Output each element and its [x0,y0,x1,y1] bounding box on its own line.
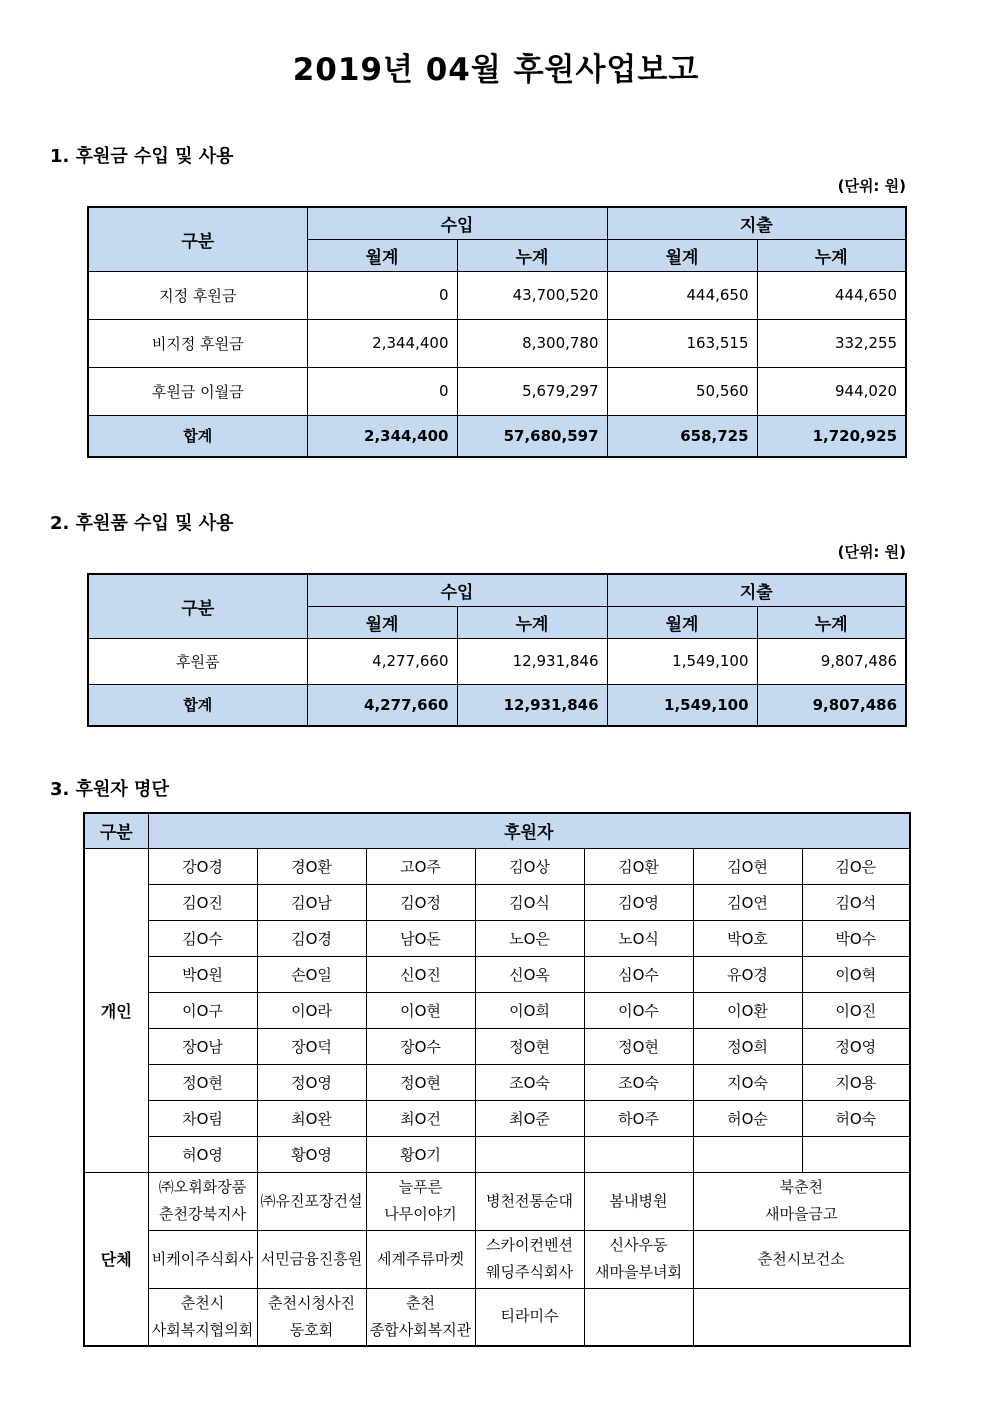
donor-name: 김O연 [693,884,802,920]
group-donor-line: 춘천 [406,1293,435,1312]
table-row [84,1136,910,1172]
group-donor-name [148,1288,257,1346]
donor-name: 김O상 [475,848,584,884]
total-expense-cumulative: 9,807,486 [757,684,906,726]
group-donor-name [584,1172,693,1230]
group-donor-line: 춘천강북지사 [159,1205,246,1223]
total-label: 합계 [88,684,307,726]
donor-name: 조O숙 [475,1064,584,1100]
group-donor-line: 스카이컨벤션 [486,1236,573,1254]
donor-name: 김O영 [584,884,693,920]
group-donor-name [148,1172,257,1230]
header-expense-monthly: 월계 [607,606,757,638]
header-income-monthly: 월계 [307,606,457,638]
group-donor-line: 새마을부녀회 [595,1263,682,1281]
donor-name: 정O현 [366,1064,475,1100]
header-income-monthly: 월계 [307,239,457,271]
income-cumulative: 8,300,780 [457,319,607,367]
donor-name: 정O영 [802,1028,910,1064]
group-donor-name [148,1230,257,1288]
group-donor-line: 춘천시 [180,1293,225,1312]
donor-name: 이O혁 [802,956,910,992]
donor-name: 김O식 [475,884,584,920]
table-row [84,1172,910,1230]
group-donor-line: ㈜오휘화장품 [158,1178,247,1196]
group-donor-line: 병천전통순대 [486,1191,573,1210]
donor-name: 최O준 [475,1100,584,1136]
donor-name: 장O덕 [257,1028,366,1064]
group-donor-name [584,1230,693,1288]
header-donor: 후원자 [148,813,910,848]
donor-name: 정O현 [475,1028,584,1064]
donor-name: 정O영 [257,1064,366,1100]
donor-name [584,1136,693,1172]
donor-name: 이O수 [584,992,693,1028]
group-donor-name [693,1172,910,1230]
donor-name: 허O숙 [802,1100,910,1136]
donation-goods-table [87,573,907,727]
donor-name: 김O진 [148,884,257,920]
header-income-cumulative: 누계 [457,606,607,638]
row-label: 비지정 후원금 [88,319,307,367]
donor-name: 심O수 [584,956,693,992]
donor-name: 박O수 [802,920,910,956]
total-income-cumulative: 12,931,846 [457,684,607,726]
donor-name: 김O현 [693,848,802,884]
group-donor-name [584,1288,693,1346]
donor-name: 하O주 [584,1100,693,1136]
group-donor-line: 세계주류마켓 [377,1249,464,1268]
donor-name: 김O수 [148,920,257,956]
total-row [88,684,906,726]
total-income-cumulative: 57,680,597 [457,415,607,457]
expense-cumulative: 9,807,486 [757,638,906,684]
header-income-cumulative: 누계 [457,239,607,271]
total-income-monthly: 4,277,660 [307,684,457,726]
donor-name: 허O순 [693,1100,802,1136]
table-row [84,848,910,884]
group-donor-line: 동호회 [289,1320,334,1339]
total-expense-monthly: 658,725 [607,415,757,457]
donation-money-table [87,206,907,458]
donor-name: 남O돈 [366,920,475,956]
donor-name: 고O주 [366,848,475,884]
row-label: 후원금 이월금 [88,367,307,415]
table-row [88,367,906,415]
group-donor-name [475,1288,584,1346]
table-row [88,271,906,319]
group-donor-line: 나무이야기 [384,1205,457,1223]
donor-list-table [83,812,911,1347]
donor-name: 유O경 [693,956,802,992]
donor-name: 정O현 [148,1064,257,1100]
total-row [88,415,906,457]
donor-name: 김O은 [802,848,910,884]
donor-name: 신O진 [366,956,475,992]
table-row [84,1288,910,1346]
group-donor-line: 신사우동 [609,1236,668,1254]
income-monthly: 0 [307,367,457,415]
donor-name: 노O식 [584,920,693,956]
donor-name: 이O라 [257,992,366,1028]
header-expense: 지출 [607,207,906,239]
header-category: 구분 [88,207,307,271]
section2-heading: 2. 후원품 수입 및 사용 [50,513,234,534]
group-donor-line: 웨딩주식회사 [486,1263,573,1281]
category-group: 단체 [84,1172,148,1346]
income-cumulative: 43,700,520 [457,271,607,319]
expense-cumulative: 332,255 [757,319,906,367]
table-row [84,1100,910,1136]
expense-cumulative: 444,650 [757,271,906,319]
group-donors [84,1172,910,1346]
donor-name: 장O남 [148,1028,257,1064]
donor-name: 최O건 [366,1100,475,1136]
group-donor-line: 비케이주식회사 [151,1249,254,1268]
table-row [84,884,910,920]
section1-unit: (단위: 원) [837,177,906,195]
donor-name: 지O숙 [693,1064,802,1100]
donor-name: 이O구 [148,992,257,1028]
header-income: 수입 [307,207,607,239]
donor-name: 황O영 [257,1136,366,1172]
header-expense-monthly: 월계 [607,239,757,271]
donor-name: 박O원 [148,956,257,992]
donor-name: 이O희 [475,992,584,1028]
donor-name: 김O석 [802,884,910,920]
donor-name: 이O환 [693,992,802,1028]
expense-cumulative: 944,020 [757,367,906,415]
income-cumulative: 5,679,297 [457,367,607,415]
group-donor-name [257,1230,366,1288]
row-label: 후원품 [88,638,307,684]
donor-name: 김O환 [584,848,693,884]
donor-name: 김O경 [257,920,366,956]
table-row [84,1230,910,1288]
donor-name: 장O수 [366,1028,475,1064]
section3-heading: 3. 후원자 명단 [50,779,169,800]
donor-name [475,1136,584,1172]
donor-name: 손O일 [257,956,366,992]
donor-name: 지O용 [802,1064,910,1100]
group-donor-line: ㈜유진포장건설 [260,1191,363,1210]
donor-name: 정O현 [584,1028,693,1064]
group-donor-name [475,1172,584,1230]
group-donor-line: 봄내병원 [609,1191,668,1210]
group-donor-line: 서민금융진흥원 [260,1249,363,1268]
donor-name: 조O숙 [584,1064,693,1100]
header-expense-cumulative: 누계 [757,606,906,638]
section2-unit: (단위: 원) [837,543,906,561]
total-income-monthly: 2,344,400 [307,415,457,457]
table-row [84,1064,910,1100]
donor-name: 최O완 [257,1100,366,1136]
category-individual: 개인 [84,848,148,1172]
donor-name: 이O진 [802,992,910,1028]
income-monthly: 0 [307,271,457,319]
group-donor-name [366,1230,475,1288]
group-donor-name [366,1288,475,1346]
row-label: 지정 후원금 [88,271,307,319]
group-donor-line: 춘천시보건소 [757,1249,845,1268]
expense-monthly: 1,549,100 [607,638,757,684]
header-category: 구분 [88,574,307,638]
group-donor-line: 종합사회복지관 [369,1320,472,1339]
expense-monthly: 444,650 [607,271,757,319]
total-expense-monthly: 1,549,100 [607,684,757,726]
individual-donors [84,848,910,1172]
donor-name: 정O희 [693,1028,802,1064]
donor-name: 황O기 [366,1136,475,1172]
group-donor-line: 늘푸른 [398,1178,443,1196]
income-monthly: 4,277,660 [307,638,457,684]
group-donor-name [366,1172,475,1230]
group-donor-name [257,1288,366,1346]
header-income: 수입 [307,574,607,606]
group-donor-line: 북춘천 [779,1178,823,1196]
group-donor-line: 춘천시청사진 [268,1293,355,1312]
header-category: 구분 [84,813,148,848]
donor-name: 허O영 [148,1136,257,1172]
table-row [88,638,906,684]
page-title: 2019년 04월 후원사업보고 [292,52,700,88]
donor-name: 신O옥 [475,956,584,992]
table-row [84,956,910,992]
header-expense: 지출 [607,574,906,606]
total-label: 합계 [88,415,307,457]
table-row [84,1028,910,1064]
donor-name [693,1136,802,1172]
group-donor-line: 티라미수 [500,1307,559,1326]
table-row [84,992,910,1028]
donor-name: 이O현 [366,992,475,1028]
donor-name: 박O호 [693,920,802,956]
group-donor-name [693,1230,910,1288]
income-monthly: 2,344,400 [307,319,457,367]
table-row [84,920,910,956]
table-row [88,319,906,367]
donor-name: 강O경 [148,848,257,884]
donor-name: 김O남 [257,884,366,920]
group-donor-line: 새마을금고 [765,1205,838,1223]
total-expense-cumulative: 1,720,925 [757,415,906,457]
donor-name: 노O은 [475,920,584,956]
group-donor-name [475,1230,584,1288]
expense-monthly: 163,515 [607,319,757,367]
group-donor-line: 사회복지협의회 [151,1320,254,1339]
donor-name: 김O정 [366,884,475,920]
donor-name [802,1136,910,1172]
donor-name: 경O환 [257,848,366,884]
donor-name: 차O림 [148,1100,257,1136]
expense-monthly: 50,560 [607,367,757,415]
income-cumulative: 12,931,846 [457,638,607,684]
group-donor-name [693,1288,910,1346]
section1-heading: 1. 후원금 수입 및 사용 [50,146,234,167]
group-donor-name [257,1172,366,1230]
header-expense-cumulative: 누계 [757,239,906,271]
